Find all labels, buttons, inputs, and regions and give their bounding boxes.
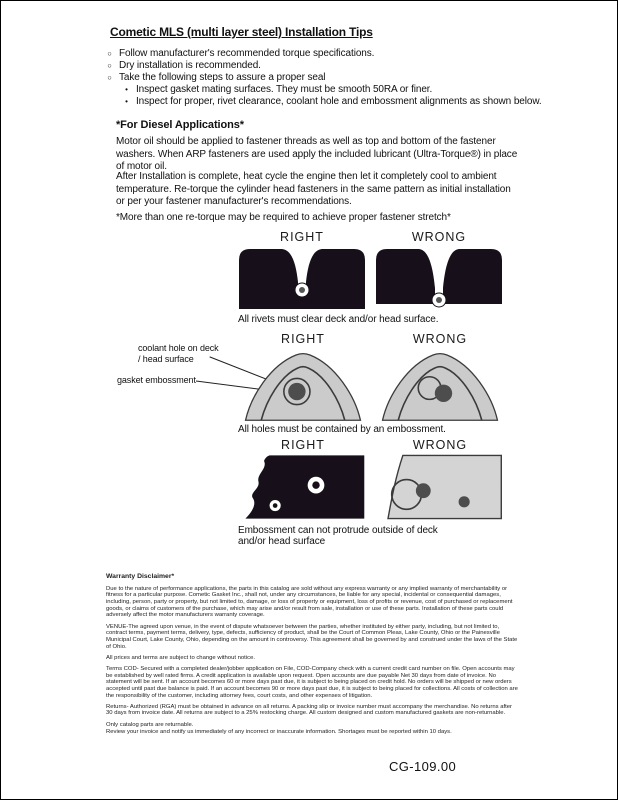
diagram1-right-label: RIGHT	[280, 230, 324, 244]
warranty-heading: Warranty Disclaimer*	[106, 573, 175, 580]
gasket-cross-section-icon	[238, 246, 366, 310]
gasket-corner-icon	[238, 348, 368, 422]
diagram1-caption: All rivets must clear deck and/or head surface.	[238, 314, 439, 325]
diagram1-wrong-label: WRONG	[411, 230, 467, 244]
warranty-paragraph: Due to the nature of performance applications, the parts in this catalog are sold without any express warranty or any implied warranty of merchantability or fitness for a particular purpose. Cometic Gasket Inc., shall not, under any circumstances, be liable for any special, incidental or consequential damages, including, person, party or property, but not limited to, damage, or loss of property or equipment, loss of profits or revenue, cost of purchased or replacement goods, or claims of customers of the purchase, which may arise and/or result from sale, installation or use of these parts. Installation of these parts could adversely affect the motor manufacturers warranty coverage.	[106, 585, 513, 619]
gasket-cross-section-icon	[375, 246, 503, 310]
diesel-paragraph-2: After Installation is complete, heat cycle the engine then let it completely cool to ambient temperature. Re-torque the cylinder head fasteners in the same pattern as initial installation or per your fastener manufacturer's recommendations.	[116, 171, 511, 208]
tip-text: Follow manufacturer's recommended torque specifications.	[119, 48, 375, 59]
diesel-paragraph-1: Motor oil should be applied to fastener threads as well as top and bottom of the fastener washers. When ARP fasteners are used apply the included lubricant (Ultra-Torque®) in place of motor oil.	[116, 136, 518, 173]
tips-list	[105, 48, 374, 84]
embossment-protrusion-wrong-diagram	[375, 453, 505, 521]
warranty-paragraph: All prices and terms are subject to change without notice.	[106, 654, 255, 661]
warranty-paragraph: Returns- Authorized (RGA) must be obtained in advance on all returns. A packing slip or invoice number must accompany the merchandise. No returns after 30 days from invoice date. All returns are subject to a 25% restocking charge. All custom designed and custom manufactured gaskets are non-returnable.	[106, 703, 513, 717]
filled-bullet-icon: •	[125, 97, 128, 106]
gasket-corner-icon	[375, 348, 505, 422]
sub-tips-list	[122, 84, 542, 108]
hollow-bullet-icon: ○	[107, 61, 112, 70]
diagram3-right-label: RIGHT	[281, 438, 325, 452]
diagram3-wrong-label: WRONG	[412, 438, 468, 452]
tip-item	[105, 72, 374, 84]
page-title: Cometic MLS (multi layer steel) Installation Tips	[110, 25, 373, 39]
sub-tip-text: Inspect gasket mating surfaces. They must be smooth 50RA or finer.	[136, 84, 433, 95]
diesel-heading: *For Diesel Applications*	[116, 119, 244, 131]
embossment-containment-wrong-diagram	[375, 348, 505, 422]
hollow-bullet-icon: ○	[107, 73, 112, 82]
sub-tip-text: Inspect for proper, rivet clearance, coolant hole and embossment alignments as shown below.	[136, 96, 542, 107]
diagram2-right-label: RIGHT	[281, 332, 325, 346]
deck-edge-icon	[375, 453, 505, 521]
warranty-paragraph: Only catalog parts are returnable.	[106, 721, 194, 728]
embossment-containment-right-diagram	[238, 348, 368, 422]
diagram2-wrong-label: WRONG	[412, 332, 468, 346]
filled-bullet-icon: •	[125, 85, 128, 94]
gasket-embossment-annotation: gasket embossment	[117, 375, 196, 385]
tip-text: Dry installation is recommended.	[119, 60, 261, 71]
warranty-paragraph: VENUE-The agreed upon venue, in the event of dispute whatsoever between the parties, whether instituted by either party, including, but not limited to, contract terms, payment terms, delivery, type, defects, sufficiency of product, shall be the Court of Common Pleas, Lake County, Ohio or the Painesville Municipal Court, Lake County, Ohio, depending on the amount in controversy. This agreement shall be governed by and construed under the laws of the State of Ohio.	[106, 623, 518, 650]
tip-text: Take the following steps to assure a proper seal	[119, 72, 326, 83]
diagram2-caption: All holes must be contained by an embossment.	[238, 424, 446, 435]
coolant-hole-annotation: coolant hole on deck / head surface	[138, 343, 219, 364]
tip-item	[105, 48, 374, 60]
deck-edge-icon	[238, 453, 368, 521]
warranty-paragraph: Terms COD- Secured with a completed dealer/jobber application on File, COD-Company check with a current credit card number on file. Open accounts may be established by well rated firms. A credit application is available upon request. Open accounts are due payable Net 30 days from date of invoice. No statement will be sent. If an account becomes 60 or more days past due, it is subject to being placed on credit hold. No orders will be shipped or new orders accepted until past due balance is paid. If an account becomes 90 or more days past due, it is subject to being placed for collections. All costs of collection are the responsibility of the customer, including attorney fees, court costs, and other expenses of litigation.	[106, 665, 518, 699]
tip-item	[105, 60, 374, 72]
sub-tip-item	[122, 84, 542, 96]
hollow-bullet-icon: ○	[107, 49, 112, 58]
rivet-clearance-right-diagram	[238, 246, 366, 310]
warranty-section	[106, 573, 520, 740]
sub-tip-item	[122, 96, 542, 108]
page-code: CG-109.00	[389, 759, 457, 774]
warranty-paragraph: Review your invoice and notify us immediately of any incorrect or inaccurate information. Shortages must be reported within 10 days.	[106, 729, 452, 736]
rivet-clearance-wrong-diagram	[375, 246, 503, 310]
retorque-note: *More than one re-torque may be required to achieve proper fastener stretch*	[116, 212, 451, 223]
diagram3-caption: Embossment can not protrude outside of deck and/or head surface	[238, 525, 438, 547]
embossment-protrusion-right-diagram	[238, 453, 368, 521]
